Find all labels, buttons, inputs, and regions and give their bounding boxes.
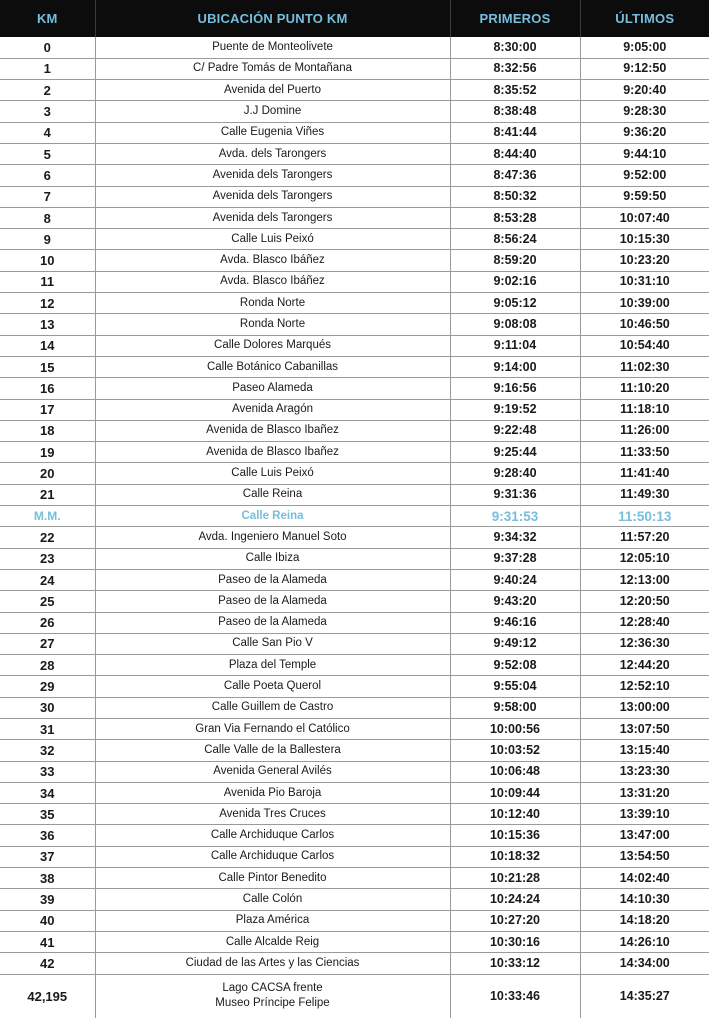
location-cell: Avenida dels Tarongers (95, 186, 450, 207)
first-time-cell: 8:47:36 (450, 165, 580, 186)
first-time-cell: 10:12:40 (450, 804, 580, 825)
km-cell: 23 (0, 548, 95, 569)
table-row (0, 931, 709, 952)
km-cell: 5 (0, 143, 95, 164)
location-cell: C/ Padre Tomás de Montañana (95, 58, 450, 79)
km-cell: 26 (0, 612, 95, 633)
km-cell: 6 (0, 165, 95, 186)
location-cell: Calle Colón (95, 889, 450, 910)
header-last: ÚLTIMOS (580, 0, 709, 37)
first-time-cell: 10:03:52 (450, 740, 580, 761)
table-row (0, 612, 709, 633)
table-row (0, 846, 709, 867)
first-time-cell: 9:14:00 (450, 356, 580, 377)
last-time-cell: 14:02:40 (580, 868, 709, 889)
first-time-cell: 10:33:46 (450, 974, 580, 1018)
table-row (0, 889, 709, 910)
table-row (0, 250, 709, 271)
last-time-cell: 12:52:10 (580, 676, 709, 697)
first-time-cell: 9:28:40 (450, 463, 580, 484)
km-cell: 7 (0, 186, 95, 207)
first-time-cell: 10:15:36 (450, 825, 580, 846)
first-time-cell: 9:25:44 (450, 442, 580, 463)
last-time-cell: 12:05:10 (580, 548, 709, 569)
table-row (0, 271, 709, 292)
km-cell: 16 (0, 378, 95, 399)
last-time-cell: 13:54:50 (580, 846, 709, 867)
last-time-cell: 10:15:30 (580, 229, 709, 250)
location-cell: Ronda Norte (95, 314, 450, 335)
first-time-cell: 9:19:52 (450, 399, 580, 420)
first-time-cell: 9:16:56 (450, 378, 580, 399)
km-cell: 41 (0, 931, 95, 952)
table-row (0, 122, 709, 143)
first-time-cell: 10:27:20 (450, 910, 580, 931)
location-cell: Paseo Alameda (95, 378, 450, 399)
table-row (0, 953, 709, 974)
km-cell: 17 (0, 399, 95, 420)
last-time-cell: 9:36:20 (580, 122, 709, 143)
km-cell: 38 (0, 868, 95, 889)
first-time-cell: 8:50:32 (450, 186, 580, 207)
km-cell: 33 (0, 761, 95, 782)
last-time-cell: 13:39:10 (580, 804, 709, 825)
km-cell: 13 (0, 314, 95, 335)
km-cell: 27 (0, 633, 95, 654)
table-row (0, 186, 709, 207)
table-row (0, 442, 709, 463)
first-time-cell: 9:37:28 (450, 548, 580, 569)
km-cell: 22 (0, 527, 95, 548)
table-row (0, 527, 709, 548)
location-cell: Calle Valle de la Ballestera (95, 740, 450, 761)
last-time-cell: 11:10:20 (580, 378, 709, 399)
table-row (0, 399, 709, 420)
location-cell: Calle Poeta Querol (95, 676, 450, 697)
km-cell: 30 (0, 697, 95, 718)
km-cell: 20 (0, 463, 95, 484)
first-time-cell: 9:40:24 (450, 569, 580, 590)
last-time-cell: 9:52:00 (580, 165, 709, 186)
location-cell: Ronda Norte (95, 293, 450, 314)
first-time-cell: 8:59:20 (450, 250, 580, 271)
table-row (0, 101, 709, 122)
location-cell: Avda. Ingeniero Manuel Soto (95, 527, 450, 548)
km-cell: 21 (0, 484, 95, 505)
km-cell: 1 (0, 58, 95, 79)
location-cell: J.J Domine (95, 101, 450, 122)
km-cell: 19 (0, 442, 95, 463)
last-time-cell: 13:47:00 (580, 825, 709, 846)
last-time-cell: 9:12:50 (580, 58, 709, 79)
last-time-cell: 12:36:30 (580, 633, 709, 654)
location-cell: Gran Via Fernando el Católico (95, 719, 450, 740)
location-cell: Avenida Tres Cruces (95, 804, 450, 825)
last-time-cell: 12:13:00 (580, 569, 709, 590)
first-time-cell: 9:11:04 (450, 335, 580, 356)
km-cell: 18 (0, 420, 95, 441)
km-cell: 31 (0, 719, 95, 740)
km-cell: 29 (0, 676, 95, 697)
table-row-half-marathon (0, 506, 709, 527)
table-row (0, 825, 709, 846)
header-row (0, 0, 709, 37)
first-time-cell: 10:06:48 (450, 761, 580, 782)
last-time-cell: 11:18:10 (580, 399, 709, 420)
last-time-cell: 11:33:50 (580, 442, 709, 463)
km-cell: 32 (0, 740, 95, 761)
table-row (0, 740, 709, 761)
location-cell: Calle Alcalde Reig (95, 931, 450, 952)
location-cell: Puente de Monteolivete (95, 37, 450, 58)
table-row (0, 420, 709, 441)
first-time-cell: 9:58:00 (450, 697, 580, 718)
km-cell: 10 (0, 250, 95, 271)
table-row (0, 463, 709, 484)
first-time-cell: 8:30:00 (450, 37, 580, 58)
table-row (0, 676, 709, 697)
last-time-cell: 13:15:40 (580, 740, 709, 761)
location-cell: Avda. dels Tarongers (95, 143, 450, 164)
header-first: PRIMEROS (450, 0, 580, 37)
table-row (0, 633, 709, 654)
last-time-cell: 13:31:20 (580, 782, 709, 803)
table-row (0, 719, 709, 740)
table-row (0, 37, 709, 58)
table-row (0, 761, 709, 782)
location-cell: Avenida General Avilés (95, 761, 450, 782)
first-time-cell: 10:09:44 (450, 782, 580, 803)
table-row (0, 569, 709, 590)
last-time-cell: 13:00:00 (580, 697, 709, 718)
location-cell: Avenida Aragón (95, 399, 450, 420)
first-time-cell: 9:05:12 (450, 293, 580, 314)
table-row (0, 655, 709, 676)
table-row (0, 484, 709, 505)
location-cell (95, 974, 450, 1018)
last-time-cell: 11:57:20 (580, 527, 709, 548)
table-row (0, 143, 709, 164)
location-cell: Calle Eugenia Viñes (95, 122, 450, 143)
last-time-cell: 14:34:00 (580, 953, 709, 974)
table-row (0, 868, 709, 889)
table-row (0, 378, 709, 399)
first-time-cell: 8:32:56 (450, 58, 580, 79)
last-time-cell: 11:26:00 (580, 420, 709, 441)
table-row (0, 58, 709, 79)
location-cell: Calle San Pio V (95, 633, 450, 654)
km-cell: 8 (0, 207, 95, 228)
location-cell: Avda. Blasco Ibáñez (95, 250, 450, 271)
location-line-2: Museo Príncipe Felipe (215, 997, 330, 1010)
table-row (0, 335, 709, 356)
first-time-cell: 8:44:40 (450, 143, 580, 164)
last-time-cell: 9:05:00 (580, 37, 709, 58)
location-cell: Calle Luis Peixó (95, 229, 450, 250)
last-time-cell: 10:23:20 (580, 250, 709, 271)
first-time-cell: 8:35:52 (450, 80, 580, 101)
first-time-cell: 9:22:48 (450, 420, 580, 441)
location-cell: Paseo de la Alameda (95, 612, 450, 633)
table-row (0, 804, 709, 825)
location-line-1: Lago CACSA frente (222, 982, 323, 995)
table-row (0, 80, 709, 101)
table-row (0, 591, 709, 612)
km-cell: 28 (0, 655, 95, 676)
last-time-cell: 10:54:40 (580, 335, 709, 356)
km-cell: 34 (0, 782, 95, 803)
location-cell: Calle Ibiza (95, 548, 450, 569)
location-cell: Calle Reina (95, 506, 450, 527)
table-row (0, 293, 709, 314)
first-time-cell: 8:56:24 (450, 229, 580, 250)
km-cell: 2 (0, 80, 95, 101)
last-time-cell: 10:46:50 (580, 314, 709, 335)
table-row (0, 314, 709, 335)
location-cell: Avenida Pio Baroja (95, 782, 450, 803)
km-cell: 12 (0, 293, 95, 314)
last-time-cell: 14:26:10 (580, 931, 709, 952)
first-time-cell: 9:02:16 (450, 271, 580, 292)
first-time-cell: 8:41:44 (450, 122, 580, 143)
table-row (0, 165, 709, 186)
km-cell: 11 (0, 271, 95, 292)
km-cell: 39 (0, 889, 95, 910)
location-cell: Avenida del Puerto (95, 80, 450, 101)
first-time-cell: 10:24:24 (450, 889, 580, 910)
first-time-cell: 9:31:36 (450, 484, 580, 505)
first-time-cell: 9:55:04 (450, 676, 580, 697)
km-cell: 35 (0, 804, 95, 825)
last-time-cell: 9:28:30 (580, 101, 709, 122)
last-time-cell: 14:35:27 (580, 974, 709, 1018)
first-time-cell: 10:18:32 (450, 846, 580, 867)
location-cell: Plaza América (95, 910, 450, 931)
location-cell: Calle Dolores Marqués (95, 335, 450, 356)
table-row (0, 782, 709, 803)
location-cell: Paseo de la Alameda (95, 569, 450, 590)
last-time-cell: 9:20:40 (580, 80, 709, 101)
location-cell: Calle Archiduque Carlos (95, 825, 450, 846)
location-cell: Calle Pintor Benedito (95, 868, 450, 889)
last-time-cell: 9:59:50 (580, 186, 709, 207)
table-row (0, 548, 709, 569)
km-cell: 40 (0, 910, 95, 931)
first-time-cell: 10:33:12 (450, 953, 580, 974)
first-time-cell: 8:53:28 (450, 207, 580, 228)
last-time-cell: 9:44:10 (580, 143, 709, 164)
km-cell: 37 (0, 846, 95, 867)
km-cell: M.M. (0, 506, 95, 527)
location-cell: Calle Luis Peixó (95, 463, 450, 484)
table-header (0, 0, 709, 37)
last-time-cell: 10:31:10 (580, 271, 709, 292)
km-cell: 42,195 (27, 988, 68, 1004)
table-body (0, 37, 709, 1018)
km-cell: 14 (0, 335, 95, 356)
last-time-cell: 13:23:30 (580, 761, 709, 782)
km-cell: 4 (0, 122, 95, 143)
location-cell: Calle Guillem de Castro (95, 697, 450, 718)
last-time-cell: 11:49:30 (580, 484, 709, 505)
km-cell: 3 (0, 101, 95, 122)
table-row (0, 207, 709, 228)
first-time-cell: 9:34:32 (450, 527, 580, 548)
first-time-cell: 10:21:28 (450, 868, 580, 889)
first-time-cell: 9:49:12 (450, 633, 580, 654)
location-cell: Plaza del Temple (95, 655, 450, 676)
location-cell: Avenida de Blasco Ibañez (95, 442, 450, 463)
last-time-cell: 11:41:40 (580, 463, 709, 484)
first-time-cell: 9:43:20 (450, 591, 580, 612)
location-cell: Paseo de la Alameda (95, 591, 450, 612)
km-cell: 15 (0, 356, 95, 377)
last-time-cell: 14:18:20 (580, 910, 709, 931)
location-cell: Calle Reina (95, 484, 450, 505)
last-time-cell: 11:50:13 (580, 506, 709, 527)
km-cell: 25 (0, 591, 95, 612)
last-time-cell: 11:02:30 (580, 356, 709, 377)
first-time-cell: 9:31:53 (450, 506, 580, 527)
location-cell: Avda. Blasco Ibáñez (95, 271, 450, 292)
km-cell: 0 (0, 37, 95, 58)
table-row (0, 910, 709, 931)
location-cell: Calle Botánico Cabanillas (95, 356, 450, 377)
table-row (0, 697, 709, 718)
table-row (0, 356, 709, 377)
location-cell: Calle Archiduque Carlos (95, 846, 450, 867)
km-cell: 36 (0, 825, 95, 846)
first-time-cell: 9:46:16 (450, 612, 580, 633)
location-cell: Avenida dels Tarongers (95, 207, 450, 228)
last-time-cell: 12:20:50 (580, 591, 709, 612)
last-time-cell: 13:07:50 (580, 719, 709, 740)
last-time-cell: 12:28:40 (580, 612, 709, 633)
last-time-cell: 14:10:30 (580, 889, 709, 910)
table-row-finish (0, 974, 709, 1018)
location-cell: Avenida de Blasco Ibañez (95, 420, 450, 441)
first-time-cell: 9:08:08 (450, 314, 580, 335)
header-km: KM (36, 11, 58, 26)
first-time-cell: 10:00:56 (450, 719, 580, 740)
first-time-cell: 10:30:16 (450, 931, 580, 952)
km-cell: 9 (0, 229, 95, 250)
first-time-cell: 9:52:08 (450, 655, 580, 676)
location-cell: Avenida dels Tarongers (95, 165, 450, 186)
last-time-cell: 12:44:20 (580, 655, 709, 676)
first-time-cell: 8:38:48 (450, 101, 580, 122)
table-row (0, 229, 709, 250)
location-cell: Ciudad de las Artes y las Ciencias (95, 953, 450, 974)
last-time-cell: 10:07:40 (580, 207, 709, 228)
km-cell: 42 (0, 953, 95, 974)
km-cell: 24 (0, 569, 95, 590)
header-location: UBICACIÓN PUNTO KM (95, 0, 450, 37)
last-time-cell: 10:39:00 (580, 293, 709, 314)
